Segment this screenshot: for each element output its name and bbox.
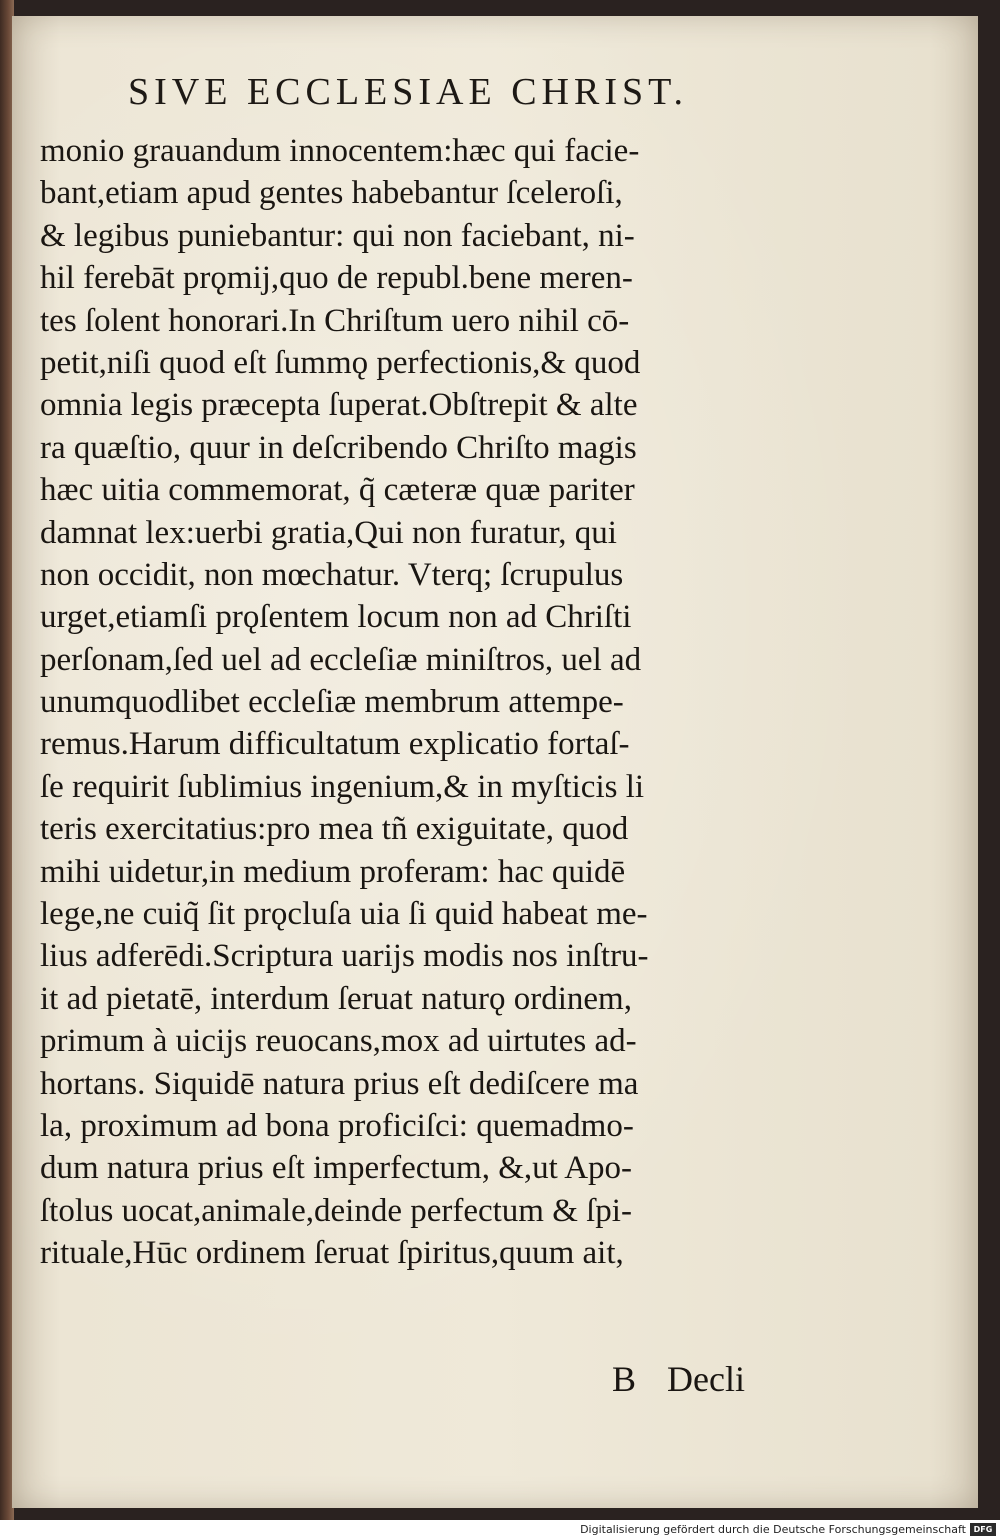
text-line: lius adferēdi.Scriptura uarijs modis nos inſtru- [40,938,649,975]
running-head: SIVE ECCLESIAE CHRIST. [128,71,689,113]
text-line: & legibus puniebantur: qui non faciebant, ni- [40,217,635,254]
text-line: bant,etiam apud gentes habebantur ſceleroſi, [40,175,623,212]
text-line: tes ſolent honorari.In Chriſtum uero nihil cō- [40,302,630,339]
text-line: urget,etiamſi prǫſentem locum non ad Chriſti [40,599,632,636]
text-line: dum natura prius eſt imperfectum, &,ut Apo- [40,1150,633,1187]
text-line: monio grauandum innocentem:hæc qui facie- [40,133,640,169]
text-line: omnia legis præcepta ſuperat.Obſtrepit & alte [40,387,638,424]
text-line: lege,ne cuiq̃ ſit prǫcluſa uia ſi quid habeat me- [40,896,648,933]
dfg-logo-icon: DFG [970,1523,996,1536]
text-line: non occidit, non mœchatur. Vterq; ſcrupulus [40,556,624,593]
text-line: primum à uicijs reuocans,mox ad uirtutes ad- [40,1023,637,1060]
footer-credit: Digitalisierung gefördert durch die Deutsche Forschungsgemeinschaft [580,1523,966,1536]
text-line: hil ferebāt prǫmij,quo de republ.bene meren- [40,260,633,297]
text-line: perſonam,ſed uel ad eccleſiæ miniſtros, uel ad [40,641,642,678]
text-line: hæc uitia commemorat, q̃ cæteræ quæ pariter [40,472,635,509]
text-line: damnat lex:uerbi gratia,Qui non furatur, qui [40,514,617,551]
text-line: mihi uidetur,in medium proferam: hac quidē [40,853,626,890]
text-line: ſe requirit ſublimius ingenium,& in myſticis li [40,768,645,805]
text-line: remus.Harum difficultatum explicatio fortaſ- [40,726,630,763]
text-line: teris exercitatius:pro mea tñ exiguitate, quod [40,811,629,848]
text-line: unumquodlibet eccleſiæ membrum attempe- [40,684,624,721]
text-line: petit,niſi quod eſt ſummǫ perfectionis,& quod [40,344,641,381]
text-line: ſtolus uocat,animale,deinde perfectum & ſpi- [40,1192,632,1229]
text-block [40,130,820,1275]
text-line: it ad pietatē, interdum ſeruat naturǫ ordinem, [40,980,632,1017]
text-line: la, proximum ad bona proficiſci: quemadmo- [40,1107,634,1144]
text-line: ra quæſtio, quur in deſcribendo Chriſto magis [40,429,637,466]
catchword: B Decli [612,1359,745,1399]
text-line: rituale,Hūc ordinem ſeruat ſpiritus,quum ait, [40,1235,624,1272]
text-line: hortans. Siquidē natura prius eſt dediſcere ma [40,1065,639,1102]
